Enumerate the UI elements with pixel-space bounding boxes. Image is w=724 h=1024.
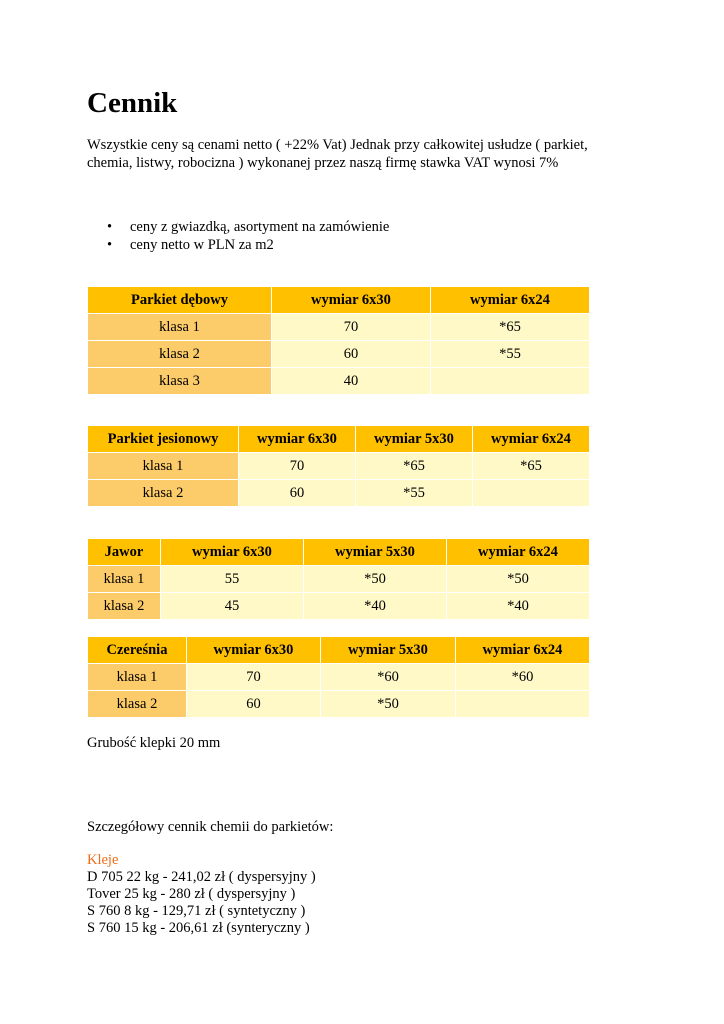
table-row bbox=[88, 566, 590, 593]
table-header-cell: Parkiet dębowy bbox=[88, 287, 272, 314]
row-label: klasa 1 bbox=[88, 314, 272, 341]
table-header-cell: Jawor bbox=[88, 539, 161, 566]
price-cell: 55 bbox=[161, 566, 304, 593]
price-cell: 70 bbox=[272, 314, 431, 341]
table-header-row bbox=[88, 426, 590, 453]
table-header-cell: wymiar 6x30 bbox=[161, 539, 304, 566]
row-label: klasa 2 bbox=[88, 341, 272, 368]
glue-item: S 760 8 kg - 129,71 zł ( syntetyczny ) bbox=[87, 903, 306, 919]
table-header-cell: wymiar 6x30 bbox=[239, 426, 356, 453]
table-header-cell: wymiar 5x30 bbox=[321, 637, 456, 664]
price-cell bbox=[473, 480, 590, 507]
table-row bbox=[88, 691, 590, 718]
table-header-cell: wymiar 6x24 bbox=[473, 426, 590, 453]
table-row bbox=[88, 480, 590, 507]
price-cell: 40 bbox=[272, 368, 431, 395]
vat-note: Wszystkie ceny są cenami netto ( +22% Vat) Jednak przy całkowitej usłudze ( parkiet, chemia, listwy, robocizna ) wykonanej przez naszą firmę stawka VAT wynosi 7% bbox=[87, 137, 588, 171]
glue-item: S 760 15 kg - 206,61 zł (synteryczny ) bbox=[87, 920, 310, 936]
table-header-row bbox=[88, 637, 590, 664]
chemistry-heading: Szczegółowy cennik chemii do parkietów: bbox=[87, 819, 334, 835]
price-cell: *40 bbox=[447, 593, 590, 620]
price-cell: *60 bbox=[456, 664, 590, 691]
price-cell: *50 bbox=[321, 691, 456, 718]
row-label: klasa 2 bbox=[88, 480, 239, 507]
price-cell: 60 bbox=[272, 341, 431, 368]
table-row bbox=[88, 341, 590, 368]
price-cell: *55 bbox=[356, 480, 473, 507]
table-header-cell: Czereśnia bbox=[88, 637, 187, 664]
row-label: klasa 1 bbox=[88, 664, 187, 691]
table-header-row bbox=[88, 539, 590, 566]
table-header-cell: wymiar 6x30 bbox=[272, 287, 431, 314]
price-cell: *65 bbox=[431, 314, 590, 341]
sycamore-price-table bbox=[87, 538, 590, 620]
table-header-cell: wymiar 6x24 bbox=[456, 637, 590, 664]
table-row bbox=[88, 593, 590, 620]
table-row bbox=[88, 314, 590, 341]
price-cell: 60 bbox=[187, 691, 321, 718]
price-cell: *40 bbox=[304, 593, 447, 620]
glue-item: D 705 22 kg - 241,02 zł ( dyspersyjny ) bbox=[87, 869, 316, 885]
price-cell: *50 bbox=[447, 566, 590, 593]
note-item: • ceny z gwiazdką, asortyment na zamówienie bbox=[87, 218, 389, 236]
glue-heading: Kleje bbox=[87, 852, 119, 868]
price-cell bbox=[431, 368, 590, 395]
glue-section bbox=[87, 851, 316, 937]
row-label: klasa 3 bbox=[88, 368, 272, 395]
row-label: klasa 1 bbox=[88, 453, 239, 480]
price-cell bbox=[456, 691, 590, 718]
price-cell: *65 bbox=[356, 453, 473, 480]
price-cell: *60 bbox=[321, 664, 456, 691]
table-row bbox=[88, 453, 590, 480]
price-cell: 60 bbox=[239, 480, 356, 507]
table-header-cell: wymiar 6x30 bbox=[187, 637, 321, 664]
table-header-row bbox=[88, 287, 590, 314]
oak-price-table bbox=[87, 286, 590, 395]
price-cell: *50 bbox=[304, 566, 447, 593]
table-header-cell: wymiar 5x30 bbox=[356, 426, 473, 453]
glue-item: Tover 25 kg - 280 zł ( dyspersyjny ) bbox=[87, 886, 296, 902]
thickness-note: Grubość klepki 20 mm bbox=[87, 735, 221, 751]
row-label: klasa 2 bbox=[88, 691, 187, 718]
price-cell: 70 bbox=[187, 664, 321, 691]
row-label: klasa 2 bbox=[88, 593, 161, 620]
table-row bbox=[88, 368, 590, 395]
table-row bbox=[88, 664, 590, 691]
note-item: • ceny netto w PLN za m2 bbox=[87, 236, 389, 254]
notes-list bbox=[87, 218, 389, 254]
table-header-cell: wymiar 5x30 bbox=[304, 539, 447, 566]
price-cell: 45 bbox=[161, 593, 304, 620]
price-cell: *55 bbox=[431, 341, 590, 368]
table-header-cell: Parkiet jesionowy bbox=[88, 426, 239, 453]
price-cell: *65 bbox=[473, 453, 590, 480]
row-label: klasa 1 bbox=[88, 566, 161, 593]
ash-price-table bbox=[87, 425, 590, 507]
price-cell: 70 bbox=[239, 453, 356, 480]
page-title: Cennik bbox=[87, 87, 178, 119]
table-header-cell: wymiar 6x24 bbox=[431, 287, 590, 314]
cherry-price-table bbox=[87, 636, 590, 718]
table-header-cell: wymiar 6x24 bbox=[447, 539, 590, 566]
